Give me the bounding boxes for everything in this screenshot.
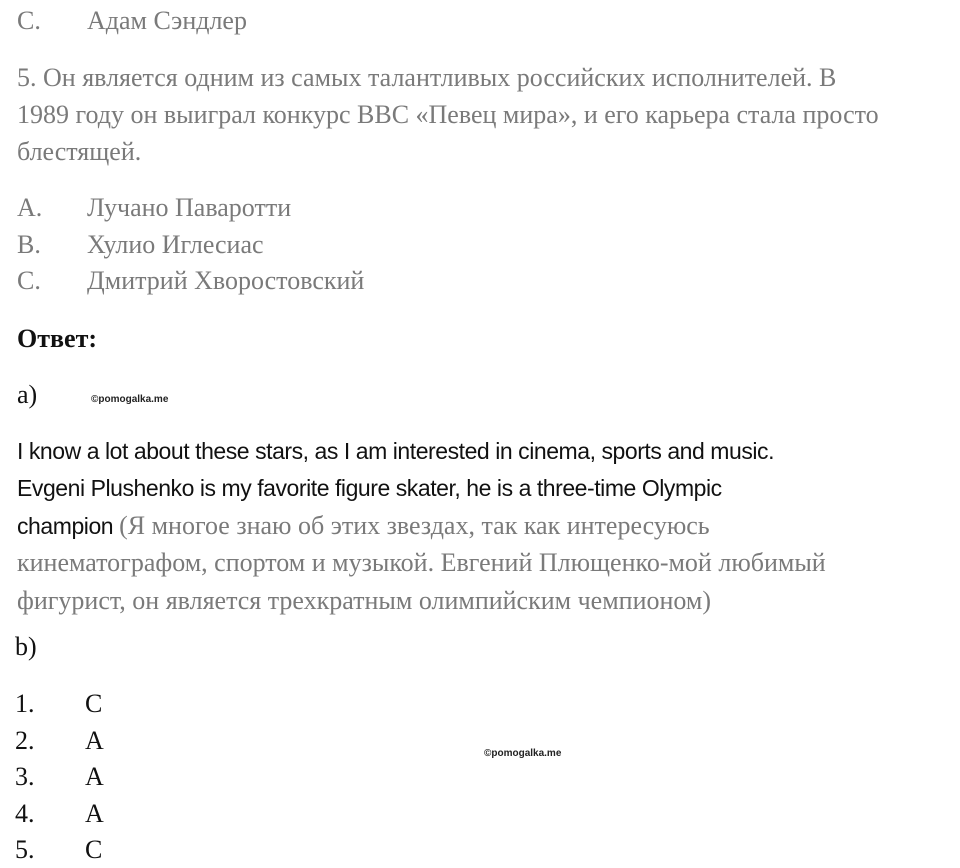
answer-item-value: A: [85, 762, 104, 791]
part-a-english-line-1: I know a lot about these stars, as I am interested in cinema, sports and music.: [17, 438, 775, 464]
answer-item-number: 5.: [15, 835, 35, 864]
part-a-russian-line-2: кинематографом, спортом и музыкой. Евгений Плющенко-мой любимый: [17, 548, 826, 577]
q4-option-c-letter: C.: [17, 6, 41, 35]
answer-item-value: A: [85, 726, 104, 755]
q4-option-c-text: Адам Сэндлер: [87, 6, 247, 35]
part-a-russian-line-3: фигурист, он является трехкратным олимпийским чемпионом): [17, 586, 712, 615]
answer-item-value: C: [85, 835, 103, 864]
q5-option-a-text: Лучано Паваротти: [87, 193, 292, 222]
q5-text-line-2: 1989 году он выиграл конкурс BBC «Певец мира», и его карьера стала просто: [17, 100, 879, 129]
q5-option-c-text: Дмитрий Хворостовский: [87, 266, 365, 295]
part-a-mixed-line: [17, 507, 710, 545]
part-a-english-line-2: Evgeni Plushenko is my favorite figure skater, he is a three-time Olympic: [17, 475, 722, 501]
answer-item-value: A: [85, 799, 104, 828]
q5-text-line-3: блестящей.: [17, 137, 142, 166]
answer-item-value: C: [85, 689, 103, 718]
part-a-label: a): [17, 380, 38, 409]
q5-text-line-1: 5. Он является одним из самых талантливых российских исполнителей. В: [17, 63, 837, 92]
q5-option-b-letter: B.: [17, 230, 41, 259]
answer-heading: Ответ:: [17, 324, 98, 353]
q5-option-a-letter: A.: [17, 193, 43, 222]
part-a-english-line-3: champion: [17, 513, 114, 539]
answer-item-number: 3.: [15, 762, 35, 791]
answer-item-number: 1.: [15, 689, 35, 718]
watermark: ©pomogalka.me: [484, 748, 562, 759]
watermark: ©pomogalka.me: [91, 394, 169, 405]
part-a-russian-line-1: (Я многое знаю об этих звездах, так как интересуюсь: [119, 511, 710, 540]
answer-item-number: 2.: [15, 726, 35, 755]
part-b-label: b): [15, 632, 37, 661]
q5-option-c-letter: C.: [17, 266, 41, 295]
q5-option-b-text: Хулио Иглесиас: [87, 230, 264, 259]
answer-item-number: 4.: [15, 799, 35, 828]
